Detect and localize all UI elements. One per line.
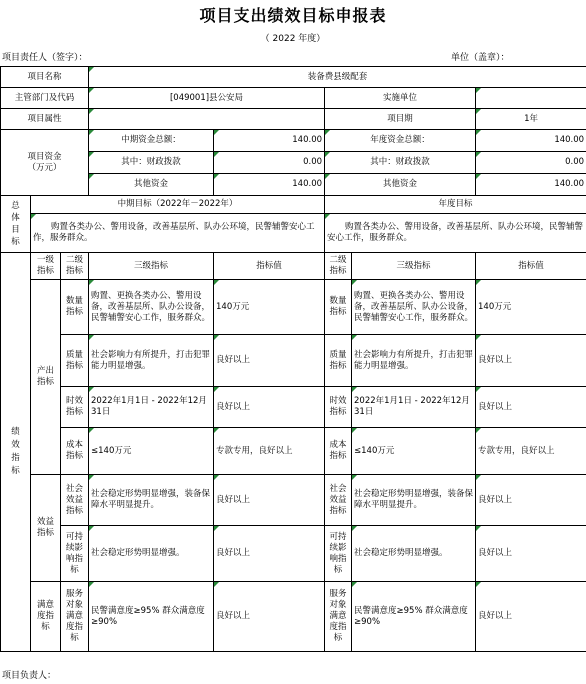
year-other-label: 其他资金: [325, 174, 476, 196]
table-row: [1, 475, 586, 526]
table-row: [1, 526, 586, 582]
year-level3-header: 三级指标: [352, 253, 476, 280]
level2-header: 二级 指标: [61, 253, 89, 280]
form-title: 项目支出绩效目标申报表: [199, 6, 387, 25]
unit-seal-label: 单位（盖章）：: [451, 53, 510, 63]
table-row: [1, 582, 586, 652]
responsible-label: 项目责任人（签字）：: [2, 53, 88, 63]
mid-other-label: 其他资金: [89, 174, 214, 196]
year-level2-cell: 社会 效益 指标: [325, 475, 352, 526]
mid-goal-text: 购置各类办公、警用设备，改善基层所、队办公环境，民警辅警安心工作，服务群众。: [31, 214, 325, 253]
level3-cell: 购置、更换各类办公、警用设备，改善基层所、队办公设备，民警辅警安心工作，服务群众。: [89, 280, 214, 335]
mid-other-value: 140.00: [214, 174, 325, 196]
mid-fiscal-label: 其中：财政拨款: [89, 152, 214, 174]
level3-cell: 社会稳定形势明显增强，装备保障水平明显提升。: [89, 475, 214, 526]
year-level3-cell: 社会稳定形势明显增强，装备保障水平明显提升。: [352, 475, 476, 526]
mid-fiscal-value: 0.00: [214, 152, 325, 174]
dept-value: [049001]县公安局: [89, 88, 325, 109]
level3-cell: 社会影响力有所提升，打击犯罪能力明显增强。: [89, 335, 214, 387]
year-level2-header: 二级 指标: [325, 253, 352, 280]
value-cell: 良好以上: [214, 526, 325, 582]
table-row: [1, 387, 586, 428]
mid-total-value: 140.00: [214, 130, 325, 152]
attr-label: 项目属性: [1, 109, 89, 130]
level3-cell: ≤140万元: [89, 428, 214, 475]
fund-label: 项目资金 （万元）: [1, 130, 89, 196]
level1-header: 一级 指标: [31, 253, 61, 280]
year-level2-cell: 数量 指标: [325, 280, 352, 335]
year-level2-cell: 可持 续影 响指 标: [325, 526, 352, 582]
level2-cell: 成本 指标: [61, 428, 89, 475]
value-header: 指标值: [214, 253, 325, 280]
year-value-cell: 专款专用，良好以上: [476, 428, 586, 475]
value-cell: 良好以上: [214, 582, 325, 652]
year-value-header: 指标值: [476, 253, 586, 280]
level2-cell: 社会 效益 指标: [61, 475, 89, 526]
level2-cell: 质量 指标: [61, 335, 89, 387]
value-cell: 专款专用，良好以上: [214, 428, 325, 475]
year-value-cell: 良好以上: [476, 387, 586, 428]
table-row: [1, 428, 586, 475]
year-value-cell: 良好以上: [476, 526, 586, 582]
table-row: [1, 280, 586, 335]
mid-goal-header: 中期目标（2022年－2022年）: [31, 196, 325, 214]
project-name-label: 项目名称: [1, 67, 89, 88]
year-level2-cell: 服务 对象 满意 度指 标: [325, 582, 352, 652]
attr-value: [89, 109, 325, 130]
period-label: 项目期: [325, 109, 476, 130]
year-other-value: 140.00: [476, 174, 586, 196]
overall-goal-label: 总 体 目 标: [1, 196, 31, 253]
year-goal-text: 购置各类办公、警用设备，改善基层所、队办公环境，民警辅警安心工作，服务群众。: [325, 214, 586, 253]
period-value: 1年: [476, 109, 586, 130]
performance-indicator-label: 绩 效 指 标: [1, 253, 31, 652]
year-goal-header: 年度目标: [325, 196, 586, 214]
satisfaction-indicator-label: 满意 度指 标: [31, 582, 61, 652]
year-level3-cell: ≤140万元: [352, 428, 476, 475]
value-cell: 良好以上: [214, 387, 325, 428]
year-fiscal-label: 其中：财政拨款: [325, 152, 476, 174]
year-level3-cell: 民警满意度≥95% 群众满意度≥90%: [352, 582, 476, 652]
table-row: [1, 335, 586, 387]
level2-cell: 服务 对象 满意 度指 标: [61, 582, 89, 652]
year-level2-cell: 时效 指标: [325, 387, 352, 428]
year-value-cell: 140万元: [476, 280, 586, 335]
impl-unit-value: [476, 88, 586, 109]
year-level3-cell: 社会影响力有所提升，打击犯罪能力明显增强。: [352, 335, 476, 387]
year-level2-cell: 质量 指标: [325, 335, 352, 387]
year-level2-cell: 成本 指标: [325, 428, 352, 475]
year-fiscal-value: 0.00: [476, 152, 586, 174]
dept-label: 主管部门及代码: [1, 88, 89, 109]
year-value-cell: 良好以上: [476, 335, 586, 387]
value-cell: 良好以上: [214, 475, 325, 526]
level3-header: 三级指标: [89, 253, 214, 280]
value-cell: 140万元: [214, 280, 325, 335]
level3-cell: 社会稳定形势明显增强。: [89, 526, 214, 582]
project-name-value: 装备费县级配套: [89, 67, 586, 88]
year-level3-cell: 购置、更换各类办公、警用设备，改善基层所、队办公设备，民警辅警安心工作，服务群众。: [352, 280, 476, 335]
year-line: （ 2022 年度）: [260, 34, 326, 44]
level2-cell: 时效 指标: [61, 387, 89, 428]
year-level3-cell: 2022年1月1日 - 2022年12月31日: [352, 387, 476, 428]
impl-unit-label: 实施单位: [325, 88, 476, 109]
year-value-cell: 良好以上: [476, 475, 586, 526]
performance-target-table: [0, 66, 586, 652]
level3-cell: 2022年1月1日 - 2022年12月31日: [89, 387, 214, 428]
year-total-label: 年度资金总额：: [325, 130, 476, 152]
mid-total-label: 中期资金总额：: [89, 130, 214, 152]
year-value-cell: 良好以上: [476, 582, 586, 652]
year-total-value: 140.00: [476, 130, 586, 152]
level3-cell: 民警满意度≥95% 群众满意度≥90%: [89, 582, 214, 652]
level2-cell: 数量 指标: [61, 280, 89, 335]
year-level3-cell: 社会稳定形势明显增强。: [352, 526, 476, 582]
value-cell: 良好以上: [214, 335, 325, 387]
project-lead-label: 项目负责人：: [2, 671, 57, 681]
benefit-indicator-label: 效益 指标: [31, 475, 61, 582]
output-indicator-label: 产出 指标: [31, 280, 61, 475]
level2-cell: 可持 续影 响指 标: [61, 526, 89, 582]
